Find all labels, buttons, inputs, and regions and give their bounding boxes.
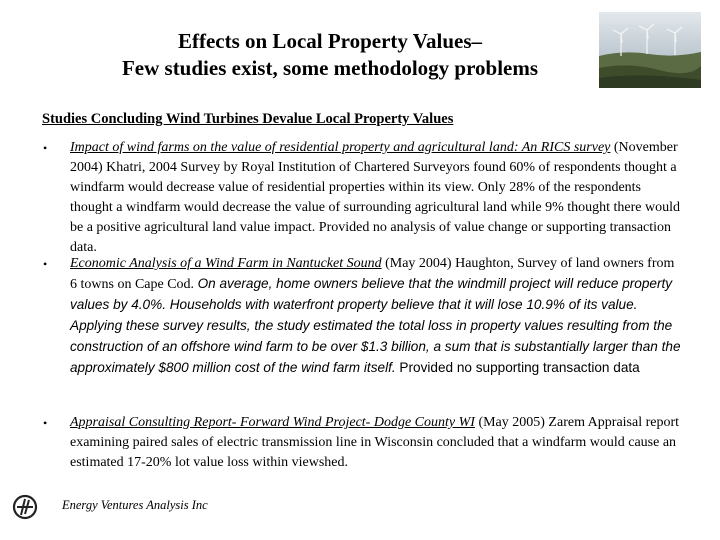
slide-title xyxy=(60,28,600,82)
wind-farm-photo xyxy=(599,12,701,88)
bullet: • xyxy=(43,416,48,430)
study-description: (May 2005) Zarem Appraisal report examining paired sales of electric transmission line in Wisconsin concluded that a windfarm would cause an estimated 17-20% lot value loss within viewshed. xyxy=(70,415,680,470)
study-description: (November 2004) Khatri, 2004 Survey by Royal Institution of Chartered Surveyors found 60% of respondents thought a windfarm would decrease value of residential properties within its view. Only 28% of the respondents thought a windfarm would decrease the value of surrounding agricultural land while 9% thought there would be a positive agricultural land value impact. Provided no analysis of value change or supporting transaction data. xyxy=(70,140,680,255)
title-line-2: Few studies exist, some methodology problems xyxy=(121,56,539,80)
study-link-rics[interactable]: Impact of wind farms on the value of residential property and agricultural land: An RICS survey xyxy=(70,140,611,155)
bullet: • xyxy=(43,141,48,155)
list-item-rics-survey xyxy=(43,138,684,258)
company-logo-icon xyxy=(12,494,38,520)
bullet: • xyxy=(43,257,48,271)
study-link-dodge-county[interactable]: Appraisal Consulting Report- Forward Wind Project- Dodge County WI xyxy=(70,415,475,430)
list-item-nantucket xyxy=(43,254,684,379)
list-item-dodge-county xyxy=(43,413,684,473)
footer-company: Energy Ventures Analysis Inc xyxy=(62,498,208,512)
study-link-nantucket[interactable]: Economic Analysis of a Wind Farm in Nantucket Sound xyxy=(70,256,382,271)
study-quote: On average, home owners believe that the windmill project will reduce property values by 4.0%. Households with waterfront property believe that it will lose 10.9% of its value. Applying these survey results, the study estimated the total loss in property values resulting from the construction of an offshore wind farm to be over $1.3 billion, a sum that is substantially larger than the approximately $800 million cost of the wind farm itself. xyxy=(70,276,681,375)
title-line-1: Effects on Local Property Values– xyxy=(177,29,483,53)
study-description: (May 2004) Haughton, Survey of land owners from 6 towns on Cape Cod. xyxy=(70,256,675,292)
section-heading: Studies Concluding Wind Turbines Devalue Local Property Values xyxy=(42,111,454,127)
study-tail: Provided no supporting transaction data xyxy=(395,360,640,375)
